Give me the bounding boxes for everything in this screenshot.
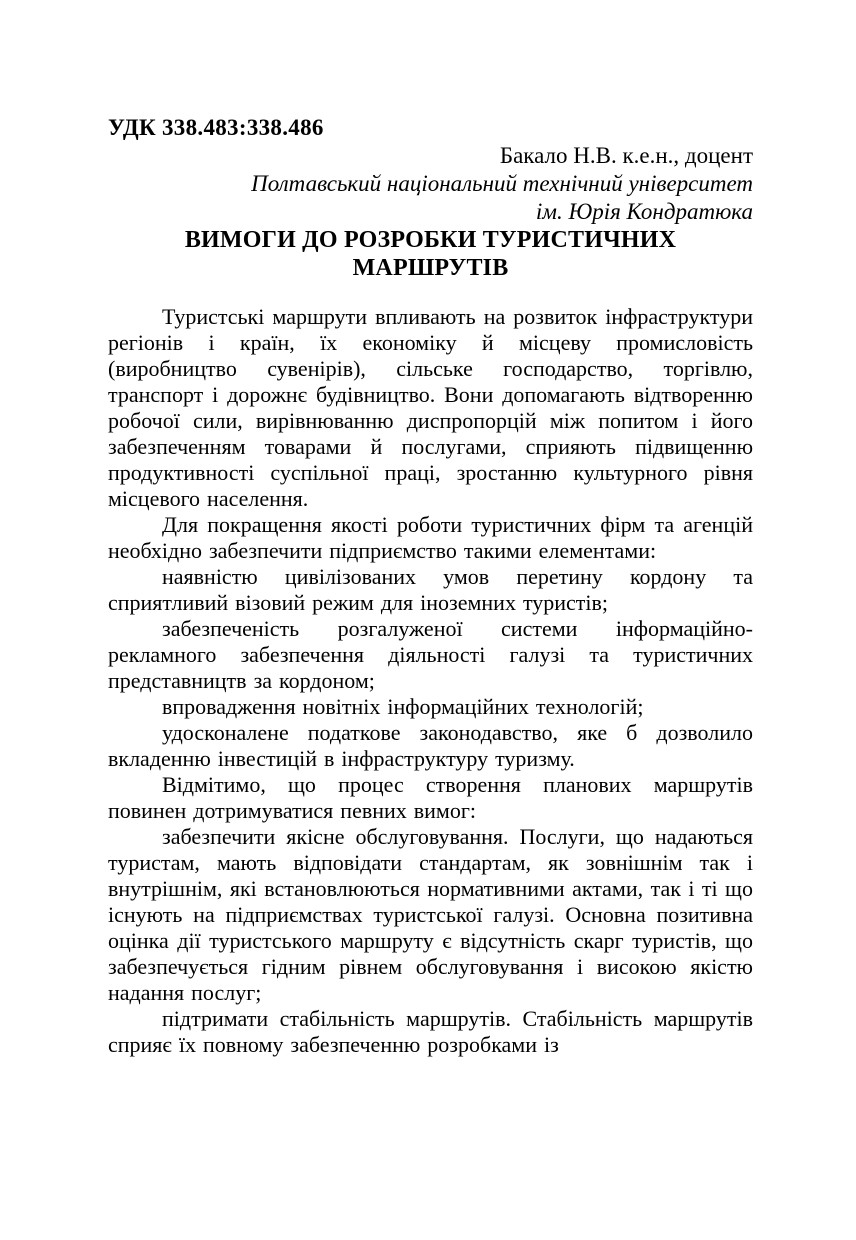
article-title-line-2: МАРШРУТІВ [352, 255, 509, 281]
text-block [108, 0, 753, 1058]
article-body [108, 304, 753, 1058]
paragraph-8: забезпечити якісне обслуговування. Послуги, що надаються туристам, мають відповідати стандартам, як зовнішнім так і внутрішнім, які встановлюються нормативними актами, так і ті що існують на підприємствах туристської галузі. Основна позитивна оцінка дії туристського маршруту є відсутність скарг туристів, що забезпечується гідним рівнем обслуговування і високою якістю надання послуг; [108, 824, 753, 1005]
udk-code: УДК 338.483:338.486 [108, 115, 324, 140]
article-title-line-1: ВИМОГИ ДО РОЗРОБКИ ТУРИСТИЧНИХ [184, 227, 677, 253]
paragraph-7: Відмітимо, що процес створення планових маршрутів повинен дотримуватися певних вимог: [108, 772, 753, 823]
paragraph-3: наявністю цивілізованих умов перетину кордону та сприятливий візовий режим для іноземних туристів; [108, 564, 753, 615]
paragraph-2: Для покращення якості роботи туристичних фірм та агенцій необхідно забезпечити підприємство такими елементами: [108, 512, 753, 563]
paragraph-1: Туристські маршрути впливають на розвиток інфраструктури регіонів і країн, їх економіку й місцеву промисловість (виробництво сувенірів), сільське господарство, торгівлю, транспорт і дорожнє будівництво. Вони допомагають відтворенню робочої сили, вирівнюванню диспропорцій між попитом і його забезпеченням товарами й послугами, сприяють підвищенню продуктивності суспільної праці, зростанню культурного рівня місцевого населення. [108, 304, 753, 511]
paragraph-4: забезпеченість розгалуженої системи інформаційно-рекламного забезпечення діяльності галузі та туристичних представництв за кордоном; [108, 616, 753, 693]
paragraph-5: впровадження новітніх інформаційних технологій; [162, 694, 644, 719]
affiliation-line-2: ім. Юрія Кондратюка [535, 199, 753, 224]
affiliation-line-1: Полтавський національний технічний університет [251, 171, 753, 196]
paragraph-6: удосконалене податкове законодавство, яке б дозволило вкладенню інвестицій в інфраструктуру туризму. [108, 720, 753, 771]
article-title [108, 226, 753, 282]
paragraph-9: підтримати стабільність маршрутів. Стабільність маршрутів сприяє їх повному забезпеченню розробками із [108, 1006, 753, 1057]
author-line: Бакало Н.В. к.е.н., доцент [499, 143, 753, 168]
